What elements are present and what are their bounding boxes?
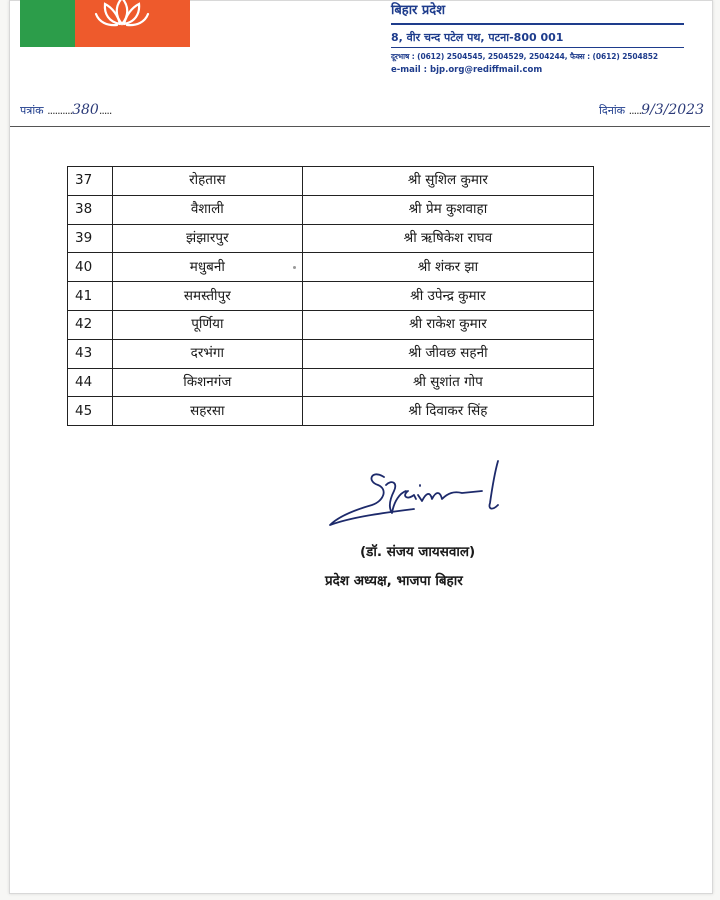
district-cell: किशनगंज — [112, 368, 302, 397]
letterhead-address: 8, वीर चन्द पटेल पथ, पटना-800 001 — [391, 31, 564, 44]
letterhead-email: e-mail : bjp.org@rediffmail.com — [391, 65, 543, 75]
table-row — [68, 253, 594, 282]
signature — [322, 455, 522, 535]
row-number: 41 — [68, 282, 113, 311]
row-number: 37 — [68, 167, 113, 196]
table-row — [68, 224, 594, 253]
appointments-table — [67, 166, 594, 426]
name-cell: श्री राकेश कुमार — [302, 310, 593, 339]
name-cell: श्री सुशांत गोप — [302, 368, 593, 397]
district-cell: रोहतास — [112, 167, 302, 196]
reference-number — [20, 102, 111, 118]
date-value: 9/3/2023 — [641, 102, 704, 118]
row-number: 38 — [68, 195, 113, 224]
row-number: 43 — [68, 339, 113, 368]
district-cell: दरभंगा — [112, 339, 302, 368]
reference-dots-trailing: ..... — [98, 104, 112, 117]
row-number: 44 — [68, 368, 113, 397]
signatory-name: (डॉ. संजय जायसवाल) — [360, 544, 476, 560]
reference-value: 380 — [72, 102, 99, 118]
letterhead — [391, 2, 691, 75]
scan-speck — [293, 266, 296, 269]
name-cell: श्री ऋषिकेश राघव — [302, 224, 593, 253]
table-row — [68, 339, 594, 368]
table-row — [68, 167, 594, 196]
letterhead-divider — [391, 23, 684, 25]
table-row — [68, 195, 594, 224]
district-cell: सहरसा — [112, 397, 302, 426]
name-cell: श्री उपेन्द्र कुमार — [302, 282, 593, 311]
reference-date — [599, 102, 704, 118]
flag-saffron-band — [75, 0, 190, 47]
table-row — [68, 368, 594, 397]
lotus-icon — [93, 0, 151, 28]
party-flag-logo — [20, 0, 190, 47]
table-row — [68, 282, 594, 311]
letterhead-org-name: बिहार प्रदेश — [391, 3, 446, 18]
row-number: 39 — [68, 224, 113, 253]
appointments-table-body — [68, 167, 594, 426]
letterhead-phone: दूरभाष : (0612) 2504545, 2504529, 2504244, फैक्स : (0612) 2504852 — [391, 52, 659, 61]
row-number: 45 — [68, 397, 113, 426]
name-cell: श्री दिवाकर सिंह — [302, 397, 593, 426]
row-number: 40 — [68, 253, 113, 282]
document-page — [9, 0, 713, 894]
name-cell: श्री जीवछ सहनी — [302, 339, 593, 368]
name-cell: श्री शंकर झा — [302, 253, 593, 282]
district-cell: वैशाली — [112, 195, 302, 224]
reference-dots: .......... — [47, 104, 73, 117]
letterhead-divider-thin — [391, 47, 684, 48]
name-cell: श्री सुशिल कुमार — [302, 167, 593, 196]
district-cell: पूर्णिया — [112, 310, 302, 339]
header-rule — [10, 126, 710, 127]
flag-green-band — [20, 0, 75, 47]
signatory-title: प्रदेश अध्यक्ष, भाजपा बिहार — [325, 573, 463, 589]
district-cell: झंझारपुर — [112, 224, 302, 253]
row-number: 42 — [68, 310, 113, 339]
reference-label: पत्रांक — [20, 104, 44, 117]
name-cell: श्री प्रेम कुशवाहा — [302, 195, 593, 224]
table-row — [68, 397, 594, 426]
district-cell: समस्तीपुर — [112, 282, 302, 311]
date-dots: ..... — [628, 104, 642, 117]
date-label: दिनांक — [599, 104, 626, 117]
district-cell: मधुबनी — [112, 253, 302, 282]
table-row — [68, 310, 594, 339]
reference-row — [20, 102, 710, 122]
